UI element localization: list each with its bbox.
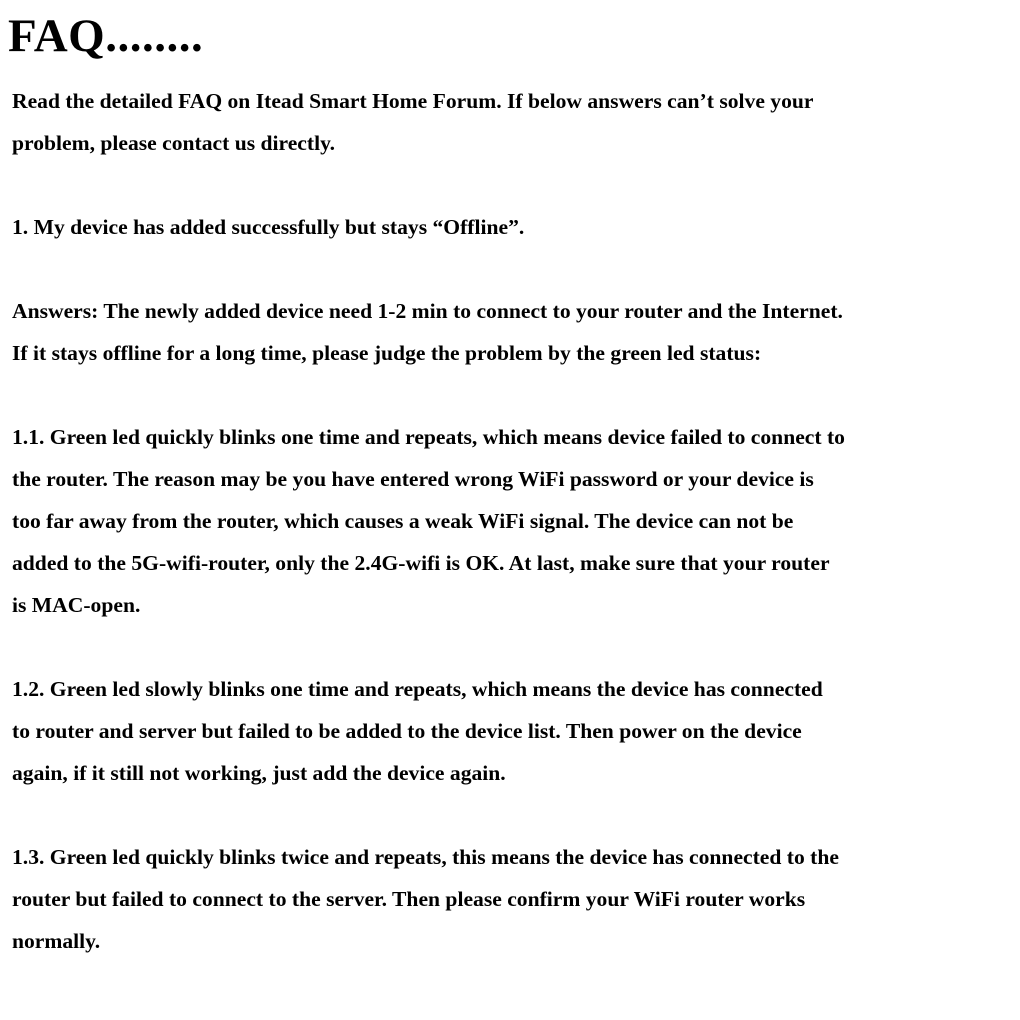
text-line: problem, please contact us directly. bbox=[12, 131, 336, 155]
text-line: again, if it still not working, just add the device again. bbox=[12, 761, 506, 785]
text-line: router but failed to connect to the server. Then please confirm your WiFi router works bbox=[12, 887, 806, 911]
text-line: is MAC-open. bbox=[12, 593, 141, 617]
answer-paragraph bbox=[12, 290, 1012, 374]
text-line: 1.3. Green led quickly blinks twice and repeats, this means the device has connected to the bbox=[12, 845, 839, 869]
text-line: 1. My device has added successfully but stays “Offline”. bbox=[12, 215, 525, 239]
text-line: 1.2. Green led slowly blinks one time and repeats, which means the device has connected bbox=[12, 677, 823, 701]
intro-paragraph bbox=[12, 80, 1012, 164]
text-line: normally. bbox=[12, 929, 101, 953]
answer-item-1-3 bbox=[12, 836, 1012, 962]
text-line: the router. The reason may be you have entered wrong WiFi password or your device is bbox=[12, 467, 814, 491]
text-line: 1.1. Green led quickly blinks one time and repeats, which means device failed to connect to bbox=[12, 425, 845, 449]
page-title: FAQ........ bbox=[8, 10, 204, 62]
text-line: Read the detailed FAQ on Itead Smart Home Forum. If below answers can’t solve your bbox=[12, 89, 814, 113]
text-line: If it stays offline for a long time, please judge the problem by the green led status: bbox=[12, 341, 762, 365]
answer-item-1-1 bbox=[12, 416, 1012, 626]
question-heading bbox=[12, 206, 1012, 248]
text-line: to router and server but failed to be added to the device list. Then power on the device bbox=[12, 719, 802, 743]
text-line: too far away from the router, which causes a weak WiFi signal. The device can not be bbox=[12, 509, 794, 533]
text-line: added to the 5G-wifi-router, only the 2.4G-wifi is OK. At last, make sure that your router bbox=[12, 551, 830, 575]
faq-body bbox=[12, 80, 1012, 1004]
answer-item-1-2 bbox=[12, 668, 1012, 794]
text-line: Answers: The newly added device need 1-2 min to connect to your router and the Internet. bbox=[12, 299, 843, 323]
